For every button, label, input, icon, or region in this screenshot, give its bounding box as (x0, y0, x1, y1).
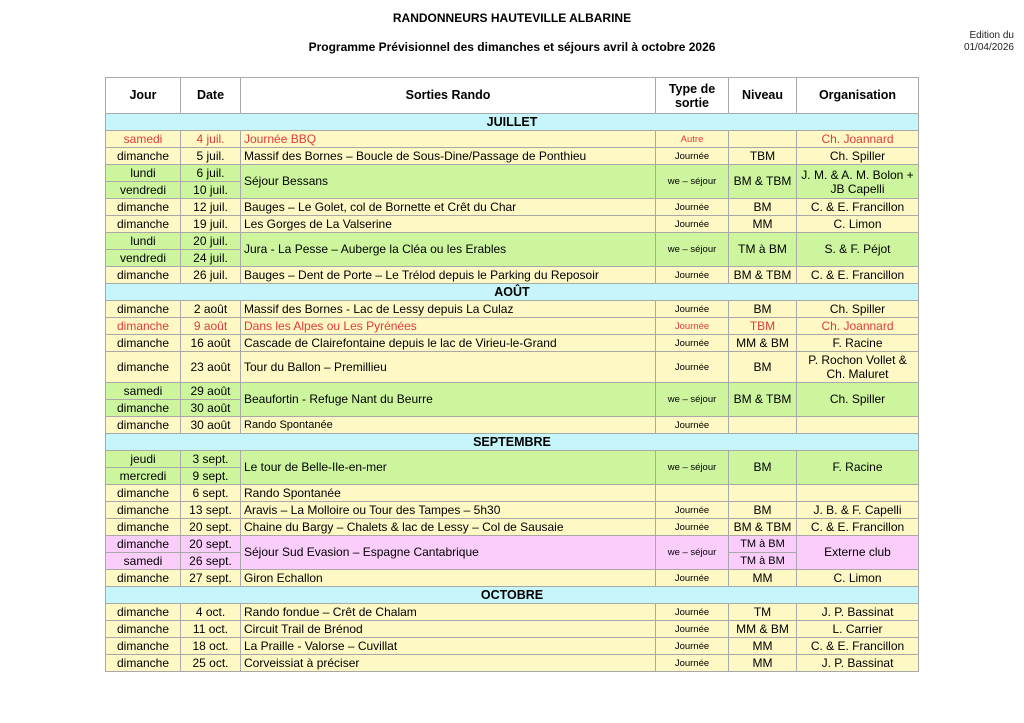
month-label: SEPTEMBRE (106, 434, 919, 451)
header-organisation: Organisation (797, 78, 919, 114)
cell-date: 13 sept. (181, 502, 241, 519)
cell-sortie: Le tour de Belle-Ile-en-mer (241, 451, 656, 485)
cell-date: 25 oct. (181, 655, 241, 672)
edition-date (964, 30, 1014, 54)
cell-jour: dimanche (106, 502, 181, 519)
cell-date: 2 août (181, 301, 241, 318)
cell-sortie: Circuit Trail de Brénod (241, 621, 656, 638)
cell-sortie: Dans les Alpes ou Les Pyrénées (241, 318, 656, 335)
cell-org: S. & F. Péjot (797, 233, 919, 267)
cell-niveau (729, 417, 797, 434)
cell-org: J. P. Bassinat (797, 655, 919, 672)
header-sorties: Sorties Rando (241, 78, 656, 114)
cell-type: Journée (656, 335, 729, 352)
table-row (106, 131, 919, 148)
header-type: Type de sortie (656, 78, 729, 114)
cell-type: Journée (656, 502, 729, 519)
cell-jour: dimanche (106, 604, 181, 621)
cell-niveau: TM à BM (729, 536, 797, 553)
cell-sortie: Rando Spontanée (241, 485, 656, 502)
table-row (106, 216, 919, 233)
cell-jour: mercredi (106, 468, 181, 485)
cell-org: L. Carrier (797, 621, 919, 638)
cell-org: J. B. & F. Capelli (797, 502, 919, 519)
cell-sortie: Chaine du Bargy – Chalets & lac de Lessy – Col de Sausaie (241, 519, 656, 536)
cell-niveau: MM & BM (729, 335, 797, 352)
cell-org (797, 417, 919, 434)
cell-niveau: BM (729, 199, 797, 216)
cell-org: Ch. Joannard (797, 318, 919, 335)
cell-date: 26 sept. (181, 553, 241, 570)
cell-jour: vendredi (106, 250, 181, 267)
cell-niveau: BM & TBM (729, 165, 797, 199)
cell-date: 26 juil. (181, 267, 241, 284)
cell-jour: dimanche (106, 352, 181, 383)
cell-org: C. Limon (797, 216, 919, 233)
cell-jour: samedi (106, 383, 181, 400)
cell-niveau: BM (729, 502, 797, 519)
edition-value: 01/04/2026 (963, 42, 1014, 53)
cell-date: 24 juil. (181, 250, 241, 267)
cell-type: Journée (656, 301, 729, 318)
cell-sortie: Séjour Sud Evasion – Espagne Cantabrique (241, 536, 656, 570)
cell-jour: dimanche (106, 267, 181, 284)
cell-date: 29 août (181, 383, 241, 400)
table-row (106, 417, 919, 434)
cell-org: J. P. Bassinat (797, 604, 919, 621)
document-subtitle: Programme Prévisionnel des dimanches et séjours avril à octobre 2026 (308, 40, 716, 54)
table-row (106, 165, 919, 182)
cell-date: 4 juil. (181, 131, 241, 148)
cell-niveau: BM & TBM (729, 519, 797, 536)
cell-date: 4 oct. (181, 604, 241, 621)
cell-type: Journée (656, 417, 729, 434)
cell-type (656, 485, 729, 502)
cell-date: 5 juil. (181, 148, 241, 165)
cell-niveau (729, 131, 797, 148)
cell-type: we – séjour (656, 233, 729, 267)
header-date: Date (181, 78, 241, 114)
cell-date: 9 août (181, 318, 241, 335)
cell-niveau: MM (729, 638, 797, 655)
cell-date: 30 août (181, 400, 241, 417)
cell-sortie: Beaufortin - Refuge Nant du Beurre (241, 383, 656, 417)
cell-niveau (729, 485, 797, 502)
month-band-aout (106, 284, 919, 301)
cell-jour: dimanche (106, 216, 181, 233)
edition-label: Edition du (969, 30, 1014, 41)
cell-niveau: MM & BM (729, 621, 797, 638)
cell-sortie: Cascade de Clairefontaine depuis le lac de Virieu-le-Grand (241, 335, 656, 352)
cell-type: Journée (656, 352, 729, 383)
cell-org: Ch. Spiller (797, 148, 919, 165)
cell-jour: dimanche (106, 519, 181, 536)
cell-org: F. Racine (797, 335, 919, 352)
document-title: RANDONNEURS HAUTEVILLE ALBARINE (392, 11, 632, 25)
cell-type: Journée (656, 519, 729, 536)
cell-date: 10 juil. (181, 182, 241, 199)
table-row (106, 335, 919, 352)
cell-type: Journée (656, 638, 729, 655)
cell-sortie: Bauges – Le Golet, col de Bornette et Crêt du Char (241, 199, 656, 216)
cell-jour: dimanche (106, 570, 181, 587)
header-niveau: Niveau (729, 78, 797, 114)
cell-type: Journée (656, 216, 729, 233)
cell-date: 6 juil. (181, 165, 241, 182)
cell-sortie: La Praille - Valorse – Cuvillat (241, 638, 656, 655)
cell-sortie: Massif des Bornes - Lac de Lessy depuis La Culaz (241, 301, 656, 318)
cell-org: Ch. Joannard (797, 131, 919, 148)
table-row (106, 199, 919, 216)
cell-sortie: Massif des Bornes – Boucle de Sous-Dine/Passage de Ponthieu (241, 148, 656, 165)
cell-jour: dimanche (106, 318, 181, 335)
table-row (106, 536, 919, 553)
cell-type: we – séjour (656, 536, 729, 570)
cell-type: Journée (656, 199, 729, 216)
cell-date: 16 août (181, 335, 241, 352)
table-row (106, 318, 919, 335)
cell-jour: dimanche (106, 536, 181, 553)
cell-type: Journée (656, 621, 729, 638)
cell-sortie: Tour du Ballon – Premillieu (241, 352, 656, 383)
cell-niveau: TM à BM (729, 233, 797, 267)
cell-jour: dimanche (106, 199, 181, 216)
cell-niveau: TM à BM (729, 553, 797, 570)
cell-type: Journée (656, 604, 729, 621)
cell-type: Journée (656, 655, 729, 672)
table-row (106, 352, 919, 383)
cell-niveau: TM (729, 604, 797, 621)
cell-sortie: Rando Spontanée (241, 417, 656, 434)
cell-jour: dimanche (106, 335, 181, 352)
cell-niveau: BM (729, 301, 797, 318)
cell-sortie: Rando fondue – Crêt de Chalam (241, 604, 656, 621)
month-band-juillet (106, 114, 919, 131)
cell-sortie: Séjour Bessans (241, 165, 656, 199)
cell-jour: dimanche (106, 400, 181, 417)
cell-type: Journée (656, 148, 729, 165)
cell-org: P. Rochon Vollet & Ch. Maluret (797, 352, 919, 383)
table-row (106, 485, 919, 502)
header-jour: Jour (106, 78, 181, 114)
cell-sortie: Bauges – Dent de Porte – Le Trélod depuis le Parking du Reposoir (241, 267, 656, 284)
table-header-row (106, 78, 919, 114)
cell-type: Autre (656, 131, 729, 148)
table-row (106, 267, 919, 284)
cell-jour: dimanche (106, 655, 181, 672)
cell-org: Externe club (797, 536, 919, 570)
cell-jour: samedi (106, 553, 181, 570)
cell-sortie: Les Gorges de La Valserine (241, 216, 656, 233)
month-label: JUILLET (106, 114, 919, 131)
table-row (106, 502, 919, 519)
cell-niveau: TBM (729, 148, 797, 165)
cell-org: F. Racine (797, 451, 919, 485)
table-row (106, 519, 919, 536)
cell-jour: lundi (106, 165, 181, 182)
table-row (106, 655, 919, 672)
cell-jour: dimanche (106, 301, 181, 318)
cell-date: 9 sept. (181, 468, 241, 485)
cell-jour: vendredi (106, 182, 181, 199)
cell-jour: dimanche (106, 621, 181, 638)
cell-org: C. & E. Francillon (797, 638, 919, 655)
cell-jour: lundi (106, 233, 181, 250)
cell-org: C. & E. Francillon (797, 199, 919, 216)
month-band-octobre (106, 587, 919, 604)
cell-date: 30 août (181, 417, 241, 434)
cell-date: 20 sept. (181, 536, 241, 553)
table-row (106, 638, 919, 655)
cell-date: 6 sept. (181, 485, 241, 502)
table-row (106, 604, 919, 621)
table-row (106, 621, 919, 638)
cell-sortie: Jura - La Pesse – Auberge la Cléa ou les Erables (241, 233, 656, 267)
cell-jour: dimanche (106, 148, 181, 165)
month-label: AOÛT (106, 284, 919, 301)
cell-type: Journée (656, 570, 729, 587)
cell-org: J. M. & A. M. Bolon + JB Capelli (797, 165, 919, 199)
schedule-table (105, 77, 919, 672)
cell-date: 23 août (181, 352, 241, 383)
cell-date: 19 juil. (181, 216, 241, 233)
cell-jour: jeudi (106, 451, 181, 468)
cell-date: 12 juil. (181, 199, 241, 216)
month-label: OCTOBRE (106, 587, 919, 604)
cell-org: Ch. Spiller (797, 383, 919, 417)
cell-date: 27 sept. (181, 570, 241, 587)
table-row (106, 301, 919, 318)
table-row (106, 570, 919, 587)
cell-niveau: MM (729, 570, 797, 587)
table-row (106, 383, 919, 400)
cell-niveau: BM & TBM (729, 383, 797, 417)
cell-sortie: Corveissiat à préciser (241, 655, 656, 672)
cell-type: we – séjour (656, 383, 729, 417)
cell-org: C. & E. Francillon (797, 267, 919, 284)
cell-niveau: MM (729, 216, 797, 233)
cell-niveau: BM (729, 352, 797, 383)
cell-jour: dimanche (106, 485, 181, 502)
cell-sortie: Giron Echallon (241, 570, 656, 587)
cell-niveau: BM (729, 451, 797, 485)
cell-date: 20 sept. (181, 519, 241, 536)
cell-jour: samedi (106, 131, 181, 148)
cell-type: we – séjour (656, 451, 729, 485)
cell-type: Journée (656, 318, 729, 335)
cell-date: 20 juil. (181, 233, 241, 250)
cell-sortie: Journée BBQ (241, 131, 656, 148)
table-row (106, 148, 919, 165)
cell-org (797, 485, 919, 502)
cell-sortie: Aravis – La Molloire ou Tour des Tampes – 5h30 (241, 502, 656, 519)
cell-org: C. Limon (797, 570, 919, 587)
cell-org: Ch. Spiller (797, 301, 919, 318)
month-band-septembre (106, 434, 919, 451)
cell-niveau: BM & TBM (729, 267, 797, 284)
cell-niveau: TBM (729, 318, 797, 335)
cell-jour: dimanche (106, 638, 181, 655)
table-row (106, 451, 919, 468)
cell-niveau: MM (729, 655, 797, 672)
cell-date: 11 oct. (181, 621, 241, 638)
cell-jour: dimanche (106, 417, 181, 434)
cell-type: Journée (656, 267, 729, 284)
cell-date: 18 oct. (181, 638, 241, 655)
table-row (106, 233, 919, 250)
cell-org: C. & E. Francillon (797, 519, 919, 536)
cell-type: we – séjour (656, 165, 729, 199)
cell-date: 3 sept. (181, 451, 241, 468)
